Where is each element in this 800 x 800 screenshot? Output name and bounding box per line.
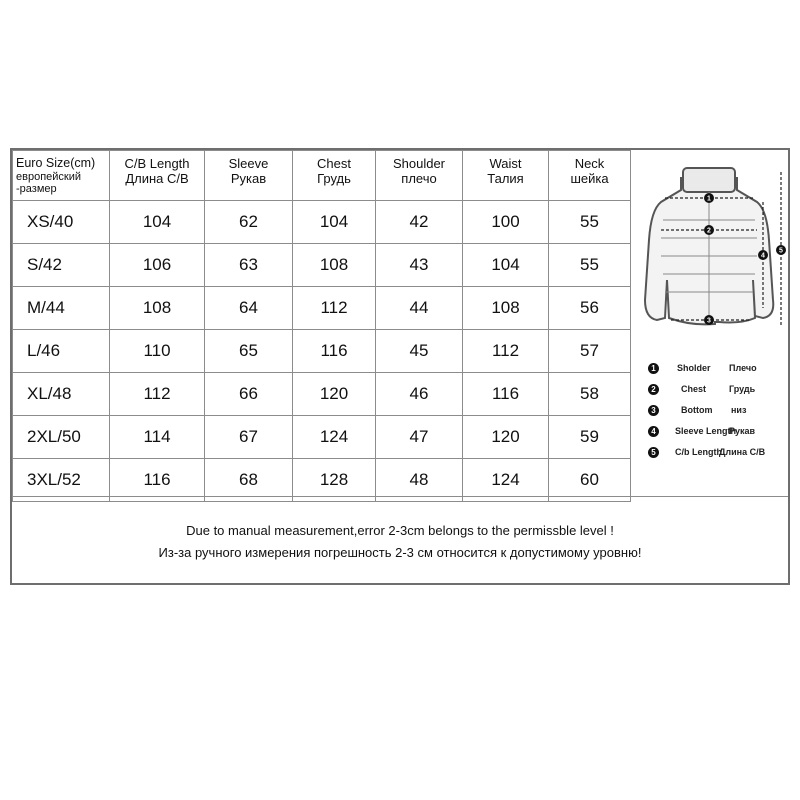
value-cell: 120 — [463, 416, 549, 459]
value-cell: 43 — [376, 244, 463, 287]
table-row — [13, 416, 631, 459]
legend-english: Chest — [681, 384, 707, 394]
legend-russian: низ — [731, 405, 747, 415]
header-cell — [293, 151, 376, 201]
marker-length: 5 — [779, 247, 783, 255]
value-cell: 58 — [549, 373, 631, 416]
value-cell: 108 — [110, 287, 205, 330]
header-line: Euro Size(cm) — [16, 156, 96, 170]
value-cell: 106 — [110, 244, 205, 287]
legend-number: 3 — [648, 405, 659, 416]
value-cell: 112 — [293, 287, 376, 330]
size-cell: L/46 — [13, 330, 110, 373]
header-line: C/B Length — [124, 156, 190, 171]
header-cell — [110, 151, 205, 201]
value-cell: 57 — [549, 330, 631, 373]
header-line: Waist — [489, 156, 522, 171]
legend-item — [631, 362, 789, 378]
value-cell: 124 — [463, 459, 549, 502]
size-chart — [10, 148, 790, 585]
value-cell: 128 — [293, 459, 376, 502]
measurement-panel — [630, 150, 788, 496]
value-cell: 112 — [463, 330, 549, 373]
value-cell: 116 — [463, 373, 549, 416]
size-cell: XS/40 — [13, 201, 110, 244]
value-cell: 116 — [110, 459, 205, 502]
value-cell: 60 — [549, 459, 631, 502]
value-cell: 46 — [376, 373, 463, 416]
value-cell: 124 — [293, 416, 376, 459]
note-english: Due to manual measurement,error 2-3cm belongs to the permissble level ! — [186, 523, 614, 538]
value-cell: 64 — [205, 287, 293, 330]
size-cell: S/42 — [13, 244, 110, 287]
value-cell: 104 — [110, 201, 205, 244]
marker-bottom: 3 — [707, 317, 711, 325]
legend-russian: Длина C/B — [719, 447, 766, 457]
header-line: Chest — [317, 156, 351, 171]
header-line: -размер — [16, 183, 57, 195]
value-cell: 108 — [293, 244, 376, 287]
legend-item — [631, 383, 789, 399]
marker-chest: 2 — [707, 227, 711, 235]
legend-number: 1 — [648, 363, 659, 374]
legend-item — [631, 425, 789, 441]
legend-item — [631, 404, 789, 420]
value-cell: 108 — [463, 287, 549, 330]
header-cell — [549, 151, 631, 201]
value-cell: 68 — [205, 459, 293, 502]
value-cell: 65 — [205, 330, 293, 373]
header-cell — [376, 151, 463, 201]
header-line: Талия — [487, 171, 524, 186]
header-line: Рукав — [230, 171, 267, 186]
value-cell: 44 — [376, 287, 463, 330]
value-cell: 56 — [549, 287, 631, 330]
legend-russian: Рукав — [729, 426, 756, 436]
size-cell: 2XL/50 — [13, 416, 110, 459]
header-line: европейский — [16, 171, 82, 183]
legend-number: 5 — [648, 447, 659, 458]
header-line: плечо — [401, 171, 437, 186]
measurement-note — [12, 520, 788, 564]
value-cell: 63 — [205, 244, 293, 287]
header-line: шейка — [570, 171, 609, 186]
legend-english: Bottom — [681, 405, 713, 415]
value-cell: 112 — [110, 373, 205, 416]
value-cell: 104 — [293, 201, 376, 244]
table-row — [13, 201, 631, 244]
legend-russian: Грудь — [729, 384, 756, 394]
legend-number: 2 — [648, 384, 659, 395]
legend-number: 4 — [648, 426, 659, 437]
value-cell: 120 — [293, 373, 376, 416]
table-row — [13, 287, 631, 330]
value-cell: 45 — [376, 330, 463, 373]
table-row — [13, 373, 631, 416]
value-cell: 48 — [376, 459, 463, 502]
size-table — [12, 150, 631, 502]
header-line: Shoulder — [392, 156, 446, 171]
size-cell: 3XL/52 — [13, 459, 110, 502]
value-cell: 104 — [463, 244, 549, 287]
legend-english: C/b Length — [675, 447, 722, 457]
value-cell: 55 — [549, 201, 631, 244]
header-line: Sleeve — [228, 156, 269, 171]
marker-shoulder: 1 — [707, 195, 711, 203]
legend-russian: Плечо — [729, 363, 757, 373]
value-cell: 66 — [205, 373, 293, 416]
size-cell: M/44 — [13, 287, 110, 330]
divider — [12, 496, 788, 497]
value-cell: 55 — [549, 244, 631, 287]
value-cell: 110 — [110, 330, 205, 373]
value-cell: 100 — [463, 201, 549, 244]
header-row — [13, 151, 631, 201]
jacket-icon — [631, 150, 789, 350]
legend-english: Sleeve Length — [675, 426, 737, 436]
table-row — [13, 330, 631, 373]
value-cell: 47 — [376, 416, 463, 459]
marker-sleeve: 4 — [761, 252, 765, 260]
legend-item — [631, 446, 789, 462]
header-cell — [205, 151, 293, 201]
header-cell — [13, 151, 110, 201]
header-line: Neck — [574, 156, 605, 171]
header-cell — [463, 151, 549, 201]
value-cell: 114 — [110, 416, 205, 459]
legend-english: Sholder — [677, 363, 711, 373]
header-line: Грудь — [317, 171, 351, 186]
value-cell: 67 — [205, 416, 293, 459]
value-cell: 116 — [293, 330, 376, 373]
size-cell: XL/48 — [13, 373, 110, 416]
header-line: Длина C/B — [125, 171, 189, 186]
note-russian: Из-за ручного измерения погрешность 2-3 см относится к допустимому уровню! — [158, 545, 642, 560]
value-cell: 59 — [549, 416, 631, 459]
table-row — [13, 244, 631, 287]
value-cell: 62 — [205, 201, 293, 244]
value-cell: 42 — [376, 201, 463, 244]
